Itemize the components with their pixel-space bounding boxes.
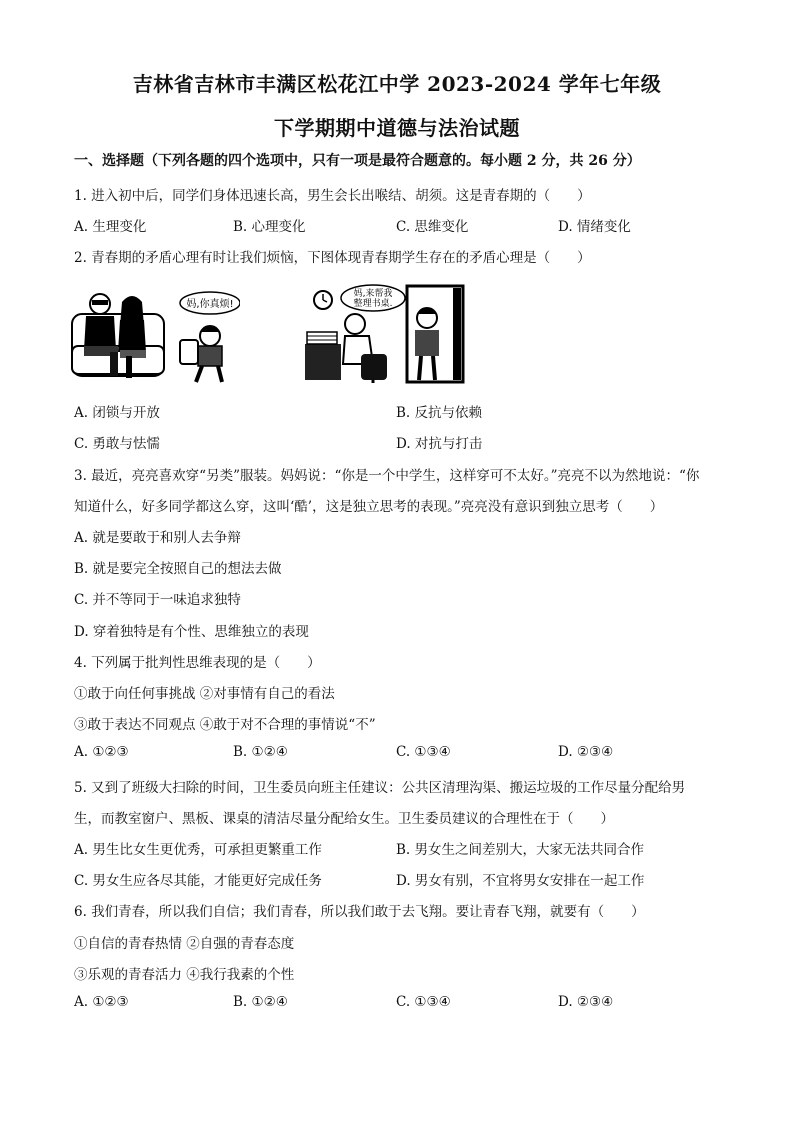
question-1-option-b: B. 心理变化 [233,219,306,235]
question-6-option-d: D. ②③④ [558,994,614,1010]
question-2-stem: 2. 青春期的矛盾心理有时让我们烦恼，下图体现青春期学生存在的矛盾心理是（ ） [74,250,591,266]
cartoon-left-bubble-text: 妈,你真烦! [186,299,234,310]
question-3-stem-line-2: 知道什么，好多同学都这么穿，这叫‘酷’，这是独立思考的表现。”亮亮没有意识到独立思考（ ） [74,499,664,515]
exam-title-line-1: 吉林省吉林市丰满区松花江中学 2023-2024 学年七年级 [132,72,662,96]
question-4-stem: 4. 下列属于批判性思维表现的是（ ） [74,655,321,671]
question-4-option-a: A. ①②③ [74,744,129,760]
cartoon-right-bubble-line-1: 妈,来帮我 [353,289,393,299]
question-6-option-c: C. ①③④ [396,994,451,1010]
question-6-option-b: B. ①②④ [233,994,288,1010]
question-4-items-line-1: ①敢于向任何事挑战 ②对事情有自己的看法 [74,686,335,702]
question-5-option-b: B. 男女生之间差别大，大家无法共同合作 [396,842,645,858]
question-5-option-a: A. 男生比女生更优秀，可承担更繁重工作 [74,842,322,858]
question-2-option-d: D. 对抗与打击 [396,436,483,452]
question-1-stem: 1. 进入初中后，同学们身体迅速长高，男生会长出喉结、胡须。这是青春期的（ ） [74,188,591,204]
exam-title-line-2: 下学期期中道德与法治试题 [274,116,520,140]
question-3-option-b: B. 就是要完全按照自己的想法去做 [74,561,282,577]
question-5-stem-line-2: 生，而教室窗户、黑板、课桌的清洁尽量分配给女生。卫生委员建议的合理性在于（ ） [74,811,614,827]
question-6-items-line-2: ③乐观的青春活力 ④我行我素的个性 [74,967,295,983]
question-6-stem: 6. 我们青春，所以我们自信；我们青春，所以我们敢于去飞翔。要让青春飞翔，就要有（ ） [74,904,645,920]
cartoon-right-bubble-line-2: 整理书桌. [353,299,393,309]
question-1-option-a: A. 生理变化 [74,219,147,235]
question-5-option-c: C. 男女生应各尽其能，才能更好完成任务 [74,873,322,889]
question-5-option-d: D. 男女有别，不宜将男女安排在一起工作 [396,873,645,889]
cartoon-right-image [303,284,465,384]
question-3-option-c: C. 并不等同于一味追求独特 [74,592,241,608]
question-2-option-a: A. 闭锁与开放 [74,405,160,421]
question-3-stem-line-1: 3. 最近，亮亮喜欢穿“另类”服装。妈妈说：“你是一个中学生，这样穿可不太好。”亮亮不以为然地说：“你 [74,468,700,484]
question-3-option-a: A. 就是要敢于和别人去争辩 [74,530,241,546]
question-1-option-c: C. 思维变化 [396,219,469,235]
question-4-option-b: B. ①②④ [233,744,288,760]
section-heading: 一、选择题（下列各题的四个选项中，只有一项是最符合题意的。每小题 2 分，共 26 分） [74,153,641,169]
question-2-option-b: B. 反抗与依赖 [396,405,483,421]
cartoon-left-image [70,286,240,384]
question-6-option-a: A. ①②③ [74,994,129,1010]
question-4-option-d: D. ②③④ [558,744,614,760]
question-6-items-line-1: ①自信的青春热情 ②自强的青春态度 [74,936,295,952]
question-2-option-c: C. 勇敢与怯懦 [74,436,160,452]
question-4-option-c: C. ①③④ [396,744,451,760]
question-5-stem-line-1: 5. 又到了班级大扫除的时间，卫生委员向班主任建议：公共区清理沟渠、搬运垃圾的工作尽量分配给男 [74,780,686,796]
question-3-option-d: D. 穿着独特是有个性、思维独立的表现 [74,624,309,640]
question-4-items-line-2: ③敢于表达不同观点 ④敢于对不合理的事情说“不” [74,717,376,733]
question-1-option-d: D. 情绪变化 [558,219,631,235]
